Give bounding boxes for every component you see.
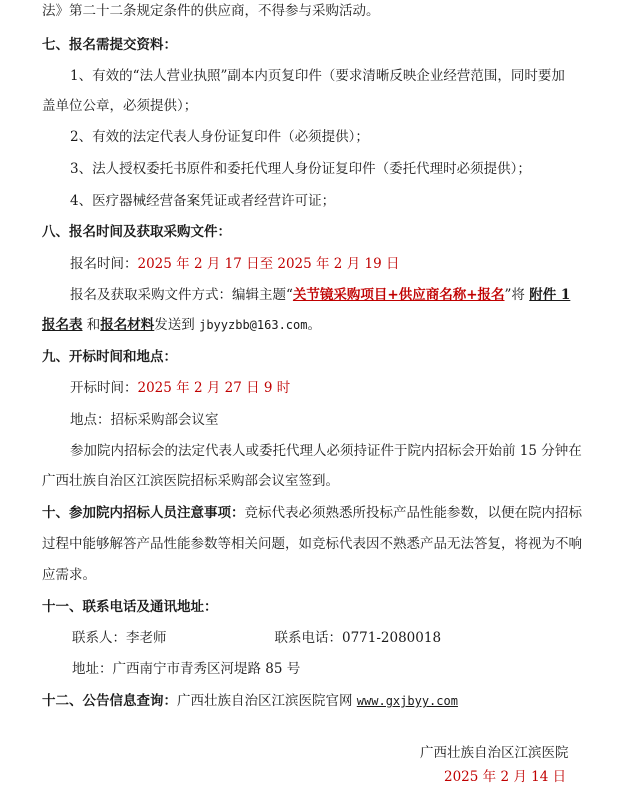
registration-time-label: 报名时间：	[70, 256, 138, 272]
method-mid: ”将	[504, 287, 530, 303]
opening-time-line	[70, 379, 290, 397]
registration-materials: 报名材料	[100, 317, 155, 333]
paragraph-text-continued: 应需求。	[42, 567, 96, 583]
paragraph-text: 参加院内招标会的法定代表人或委托代理人必须持证件于院内招标会开始前 15 分钟在	[70, 443, 582, 459]
email-subject: 关节镜采购项目+供应商名称+报名	[292, 287, 505, 303]
contact-line	[72, 629, 441, 647]
list-item-continued: 盖单位公章，必须提供）；	[42, 98, 198, 114]
paragraph-text: 法》第二十二条规定条件的供应商，不得参与采购活动。	[42, 3, 380, 19]
attachment-1-name: 报名表	[42, 317, 83, 333]
method-and: 和	[82, 317, 101, 333]
list-item: 4、医疗器械经营备案凭证或者经营许可证；	[70, 193, 336, 209]
section-heading-11: 十一、联系电话及通讯地址：	[42, 599, 218, 615]
opening-place: 地点：招标采购部会议室	[70, 412, 219, 428]
section-heading-12: 十二、公告信息查询：	[42, 693, 177, 709]
contact-person: 联系人：李老师	[72, 630, 167, 646]
contact-phone: 联系电话：0771-2080018	[274, 630, 442, 646]
list-item: 2、有效的法定代表人身份证复印件（必须提供）；	[70, 129, 369, 145]
section-heading-9: 九、开标时间和地点：	[42, 349, 177, 365]
official-site-link[interactable]: www.gxjbyy.com	[356, 694, 458, 708]
opening-time-label: 开标时间：	[70, 380, 138, 396]
contact-address: 地址：广西南宁市青秀区河堤路 85 号	[72, 661, 301, 677]
method-send: 发送到	[154, 317, 200, 333]
official-site-label: 广西壮族自治区江滨医院官网	[177, 693, 357, 709]
section-heading-7: 七、报名需提交资料：	[42, 37, 177, 53]
list-item: 3、法人授权委托书原件和委托代理人身份证复印件（委托代理时必须提供）；	[70, 161, 531, 177]
signature-organization: 广西壮族自治区江滨医院	[420, 745, 569, 761]
paragraph-text-continued: 广西壮族自治区江滨医院招标采购部会议室签到。	[42, 473, 339, 489]
section-10-line	[42, 504, 582, 522]
signature-date: 2025 年 2 月 14 日	[444, 769, 567, 785]
method-end: 。	[307, 317, 321, 333]
attachment-1-label: 附件 1	[529, 287, 571, 303]
section-heading-10: 十、参加院内招标人员注意事项：	[42, 505, 245, 521]
opening-time-value: 2025 年 2 月 27 日 9 时	[137, 380, 291, 396]
section-12-line	[42, 692, 458, 710]
registration-time-line	[70, 255, 399, 273]
registration-email: jbyyzbb@163.com	[199, 318, 308, 332]
section-heading-8: 八、报名时间及获取采购文件：	[42, 224, 231, 240]
paragraph-text-continued: 过程中能够解答产品性能参数等相关问题，如竞标代表因不熟悉产品无法答复，将视为不响	[42, 536, 582, 552]
method-prefix: 报名及获取采购文件方式：编辑主题“	[70, 287, 293, 303]
registration-time-value: 2025 年 2 月 17 日至 2025 年 2 月 19 日	[137, 256, 400, 272]
registration-method-line	[70, 286, 570, 304]
section-10-text: 竞标代表必须熟悉所投标产品性能参数，以便在院内招标	[244, 505, 582, 521]
list-item: 1、有效的“法人营业执照”副本内页复印件（要求清晰反映企业经营范围，同时要加	[70, 68, 565, 84]
registration-method-line-continued	[42, 316, 321, 334]
